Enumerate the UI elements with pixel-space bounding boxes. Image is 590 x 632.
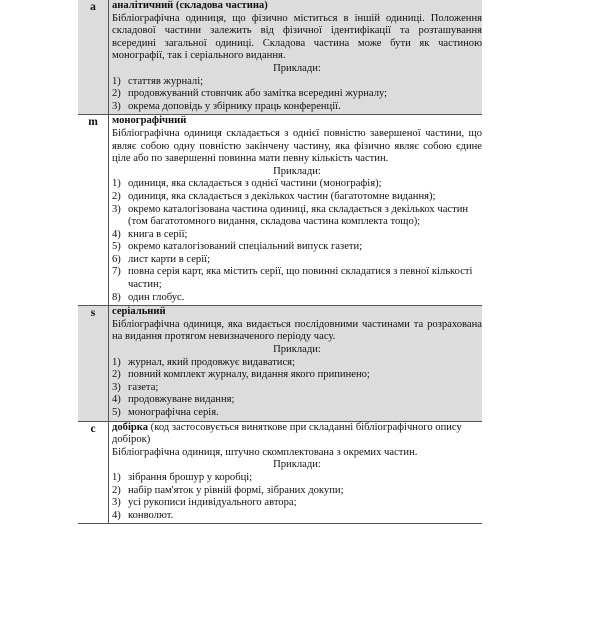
list-item: [112, 369, 482, 382]
examples-list: [112, 357, 482, 420]
list-item-text: повна серія карт, яка містить серії, що повинні складатися з певної кількості частин;: [128, 266, 473, 291]
row-title: серіальний: [112, 306, 166, 318]
list-item: [112, 382, 482, 395]
list-item: [112, 472, 482, 485]
list-item-text: монографічна серія.: [128, 407, 219, 418]
list-item: [112, 394, 482, 407]
list-item: [112, 485, 482, 498]
examples-label: Приклади:: [273, 344, 321, 356]
row-title-line: [112, 306, 482, 319]
list-item-text: одиниця, яка складається з декількох частин (багатотомне видання);: [128, 190, 436, 202]
list-item: [112, 178, 482, 191]
row-title: аналітичний (складова частина): [112, 0, 268, 11]
examples-label: Приклади:: [273, 62, 321, 74]
list-item: [112, 229, 482, 242]
list-item-number: 2): [112, 369, 121, 381]
list-item: [112, 292, 482, 305]
list-item-text: один глобус.: [128, 291, 185, 303]
row-code: m: [88, 116, 98, 129]
list-item-number: 3): [112, 100, 121, 112]
row-title: монографічний: [112, 115, 187, 127]
list-item: [112, 510, 482, 523]
list-item: [112, 101, 482, 114]
examples-label: Приклади:: [273, 165, 321, 177]
row-title-note: (код застосовується виняткове при складанні бібліографічного опису добірок): [112, 421, 462, 446]
examples-list: [112, 76, 482, 114]
record-level-table: [78, 0, 482, 524]
row-description: Бібліографічна одиниця, що фізично міститься в іншій одиниці. Положення складової частини залежить від фізичної ідентифікації та розташування всередині загальної одиниці. Складова частина може бути як частиною монографії, так і серіального видання.: [112, 12, 482, 62]
list-item-number: 5): [112, 241, 121, 253]
row-code: c: [90, 422, 96, 435]
list-item-number: 3): [112, 381, 121, 393]
list-item-number: 4): [112, 509, 121, 521]
table-row: [78, 0, 482, 115]
list-item-text: газета;: [128, 381, 159, 393]
list-item-text: конволют.: [128, 509, 174, 521]
list-item: [112, 357, 482, 370]
list-item-number: 4): [112, 394, 121, 406]
list-item-text: окрема доповідь у збірнику праць конференції.: [128, 100, 341, 112]
examples-list: [112, 472, 482, 522]
row-content: [108, 0, 482, 114]
row-content: [108, 115, 482, 305]
list-item-text: набір пам'яток у рівній формі, зібраних докупи;: [128, 484, 344, 496]
list-item-text: зібрання брошур у коробці;: [128, 471, 253, 483]
list-item-number: 1): [112, 471, 121, 483]
list-item-text: усі рукописи індивідуального автора;: [128, 497, 297, 509]
row-title-line: [112, 422, 482, 447]
row-content: [108, 422, 482, 524]
row-description: Бібліографічна одиниця, штучно скомплектована з окремих частин.: [112, 446, 418, 458]
list-item-text: повний комплект журналу, видання якого припинено;: [128, 369, 370, 381]
list-item-text: журнал, який продовжує видаватися;: [128, 356, 295, 368]
row-title-line: [112, 115, 482, 128]
list-item: [112, 88, 482, 101]
list-item-number: 8): [112, 291, 121, 303]
list-item-text: окремо каталогізований спеціальний випуск газети;: [128, 241, 363, 253]
list-item: [112, 254, 482, 267]
row-description: Бібліографічна одиниця складається з однієї повністю завершеної частини, що являє собою одну повністю закінчену частину, яка фізично являє собою єдине ціле або по завершенні повинна мати певну кількість частин.: [112, 127, 482, 165]
list-item-text: статтяв журналі;: [128, 75, 204, 87]
list-item-number: 1): [112, 356, 121, 368]
list-item: [112, 407, 482, 420]
row-description: Бібліографічна одиниця, яка видається послідовними частинами та розрахована на видання протягом невизначеного періоду часу.: [112, 318, 482, 343]
list-item-number: 5): [112, 407, 121, 418]
list-item-text: одиниця, яка складається з однієї частини (монографія);: [128, 178, 382, 190]
row-title-line: [112, 0, 482, 13]
row-content: [108, 306, 482, 420]
list-item: [112, 191, 482, 204]
list-item-text: лист карти в серії;: [128, 253, 211, 265]
row-code: a: [90, 1, 96, 13]
list-item-number: 6): [112, 253, 121, 265]
list-item-number: 4): [112, 228, 121, 240]
list-item-number: 7): [112, 266, 121, 278]
list-item-number: 3): [112, 203, 121, 215]
list-item-text: продовжуваний стовпчик або замітка всередині журналу;: [128, 88, 388, 100]
list-item-number: 1): [112, 75, 121, 87]
row-title: добірка: [112, 421, 149, 433]
table-row: [78, 306, 482, 421]
list-item: [112, 497, 482, 510]
examples-label: Приклади:: [273, 459, 321, 471]
table-row: [78, 115, 482, 306]
list-item: [112, 241, 482, 254]
list-item: [112, 76, 482, 89]
list-item-text: окремо каталогізована частина одиниці, яка складається з декількох частин (том багатотомного видання, складова частина комплекта тощо);: [128, 203, 469, 228]
list-item-number: 2): [112, 88, 121, 100]
list-item: [112, 204, 482, 229]
row-code: s: [90, 307, 96, 320]
list-item-number: 3): [112, 497, 121, 509]
examples-list: [112, 178, 482, 304]
list-item-text: книга в серії;: [128, 228, 188, 240]
list-item: [112, 266, 482, 291]
list-item-number: 2): [112, 190, 121, 202]
list-item-text: продовжуване видання;: [128, 394, 235, 406]
list-item-number: 2): [112, 484, 121, 496]
table-row: [78, 422, 482, 525]
list-item-number: 1): [112, 178, 121, 190]
